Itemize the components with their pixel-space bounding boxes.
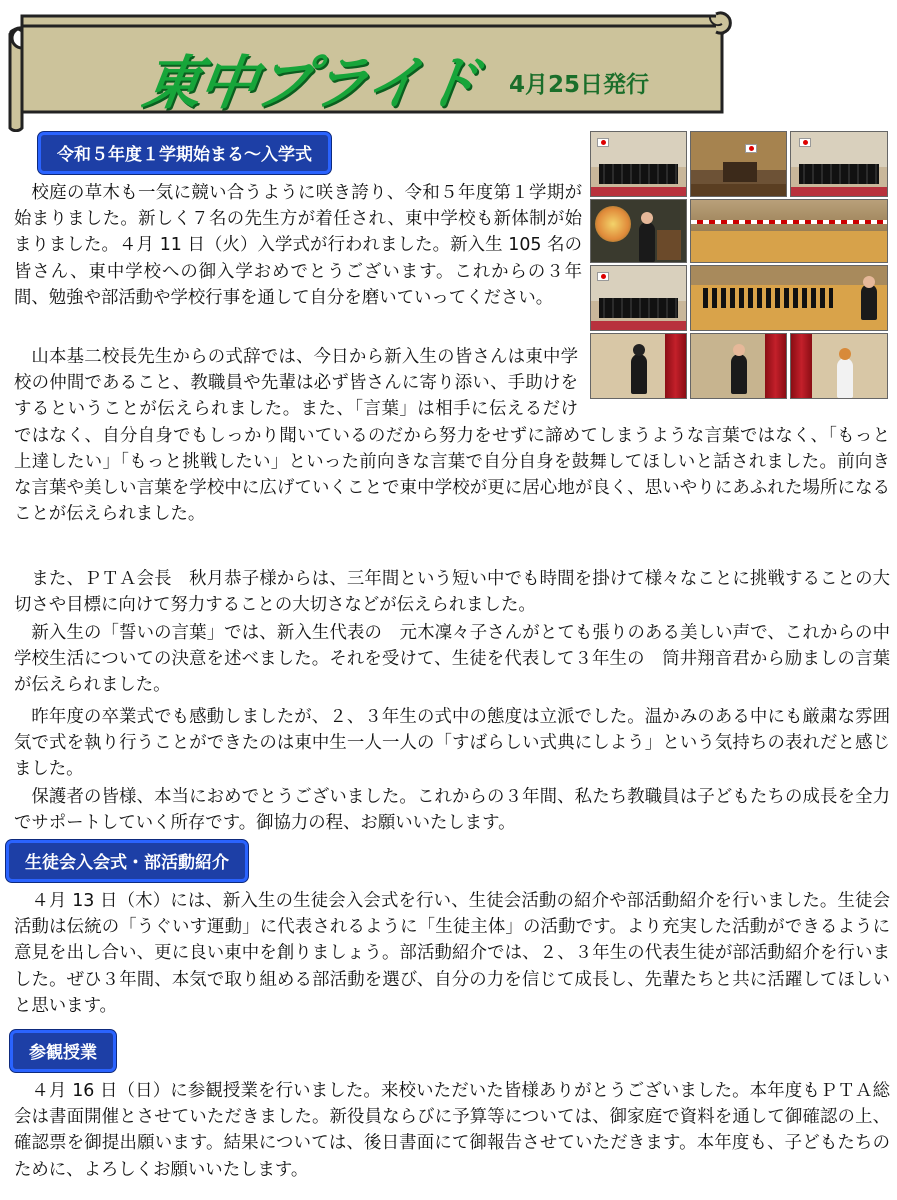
photo-group-on-stage-2 — [790, 131, 888, 197]
photo-students-in-gym — [690, 265, 888, 331]
photo-speaker-with-flowers — [590, 199, 687, 263]
photo-gymnasium-wide — [690, 199, 888, 263]
entrance-ceremony-paragraph-6: 保護者の皆様、本当におめでとうございました。これからの３年間、私たち教職員は子どもたちの成長を全力でサポートしていく所存です。御協力の程、お願いいたします。 — [14, 787, 890, 834]
section-heading-student-council: 生徒会入会式・部活動紹介 — [6, 840, 248, 882]
entrance-ceremony-paragraph-2 — [14, 344, 890, 527]
newsletter-banner — [4, 4, 732, 132]
section-heading-open-class: 参観授業 — [10, 1030, 116, 1072]
entrance-ceremony-paragraph-5: 昨年度の卒業式でも感動しましたが、２、３年生の式中の態度は立派でした。温かみのある中にも厳粛な雰囲気で式を執り行うことができたのは東中生一人一人の「すばらしい式典にしよう」という気持ちの表れだと感じました。 — [14, 707, 890, 780]
issue-date: 4月25日発行 — [509, 72, 650, 98]
entrance-ceremony-paragraph-4: 新入生の「誓いの言葉」では、新入生代表の 元木凜々子さんがとても張りのある美しい声で、これからの中学校生活についての決意を述べました。それを受けて、生徒を代表して３年生の 筒井翔音君から励ましの言葉が伝えられました。 — [14, 623, 890, 696]
entrance-ceremony-paragraph-1: 校庭の草木も一気に競い合うように咲き誇り、令和５年度第１学期が始まりました。新しく７名の先生方が着任され、東中学校も新体制が始まりました。４月 11 日（火）入学式が行われました。新入生 105 名の皆さん、東中学校への御入学おめでとうございます。これからの３年間、勉強や部活動や学校行事を通して自分を磨いていってください。 — [14, 183, 582, 308]
section-heading-entrance-ceremony: 令和５年度１学期始まる～入学式 — [38, 132, 331, 174]
photo-group-on-stage-3 — [590, 265, 687, 331]
entrance-ceremony-paragraph-3: また、ＰＴＡ会長 秋月恭子様からは、三年間という短い中でも時間を掛けて様々なことに挑戦することの大切さや目標に向けて努力することの大切さなどが伝えられました。 — [14, 569, 890, 616]
student-council-paragraph: ４月 13 日（木）には、新入生の生徒会入会式を行い、生徒会活動の紹介や部活動紹介を行いました。生徒会活動は伝統の「うぐいす運動」に代表されるように「生徒主体」の活動です。より充実した活動ができるように意見を出し合い、更に良い東中を創りましょう。部活動紹介では、２、３年生の代表生徒が部活動紹介を行いました。ぜひ３年間、本気で取り組める部活動を選び、自分の力を信じて成長し、先輩たちと共に活躍してほしいと思います。 — [14, 891, 890, 1016]
photo-group-on-stage-1 — [590, 131, 687, 197]
principal-address-text: 山本基二校長先生からの式辞では、今日から新入生の皆さんは東中学校の仲間であること、教職員や先輩は必ず皆さんに寄り添い、手助けをするということが伝えられました。また、「言葉」は相手に伝えるだけではなく、自分自身でもしっかり聞いているのだから努力をせずに諦めてしまうような言葉ではなく、「もっと上達したい」「もっと挑戦したい」といった前向きな言葉で自分自身を鼓舞してほしいと話されました。前向きな言葉や美しい言葉を学校中に広げていくことで東中学校が更に居心地が良く、思いやりにあふれた場所になることが伝えられました。 — [14, 347, 890, 525]
photo-podium-stage — [690, 131, 787, 197]
open-class-paragraph: ４月 16 日（日）に参観授業を行いました。来校いただいた皆様ありがとうございました。本年度もＰＴＡ総会は書面開催とさせていただきました。新役員ならびに予算等については、御家庭で資料を通して御確認の上、確認票を御提出願います。結果については、後日書面にて御報告させていただきます。本年度も、子どもたちのために、よろしくお願いいたします。 — [14, 1081, 890, 1180]
newsletter-title: 東中プライド — [138, 49, 483, 117]
